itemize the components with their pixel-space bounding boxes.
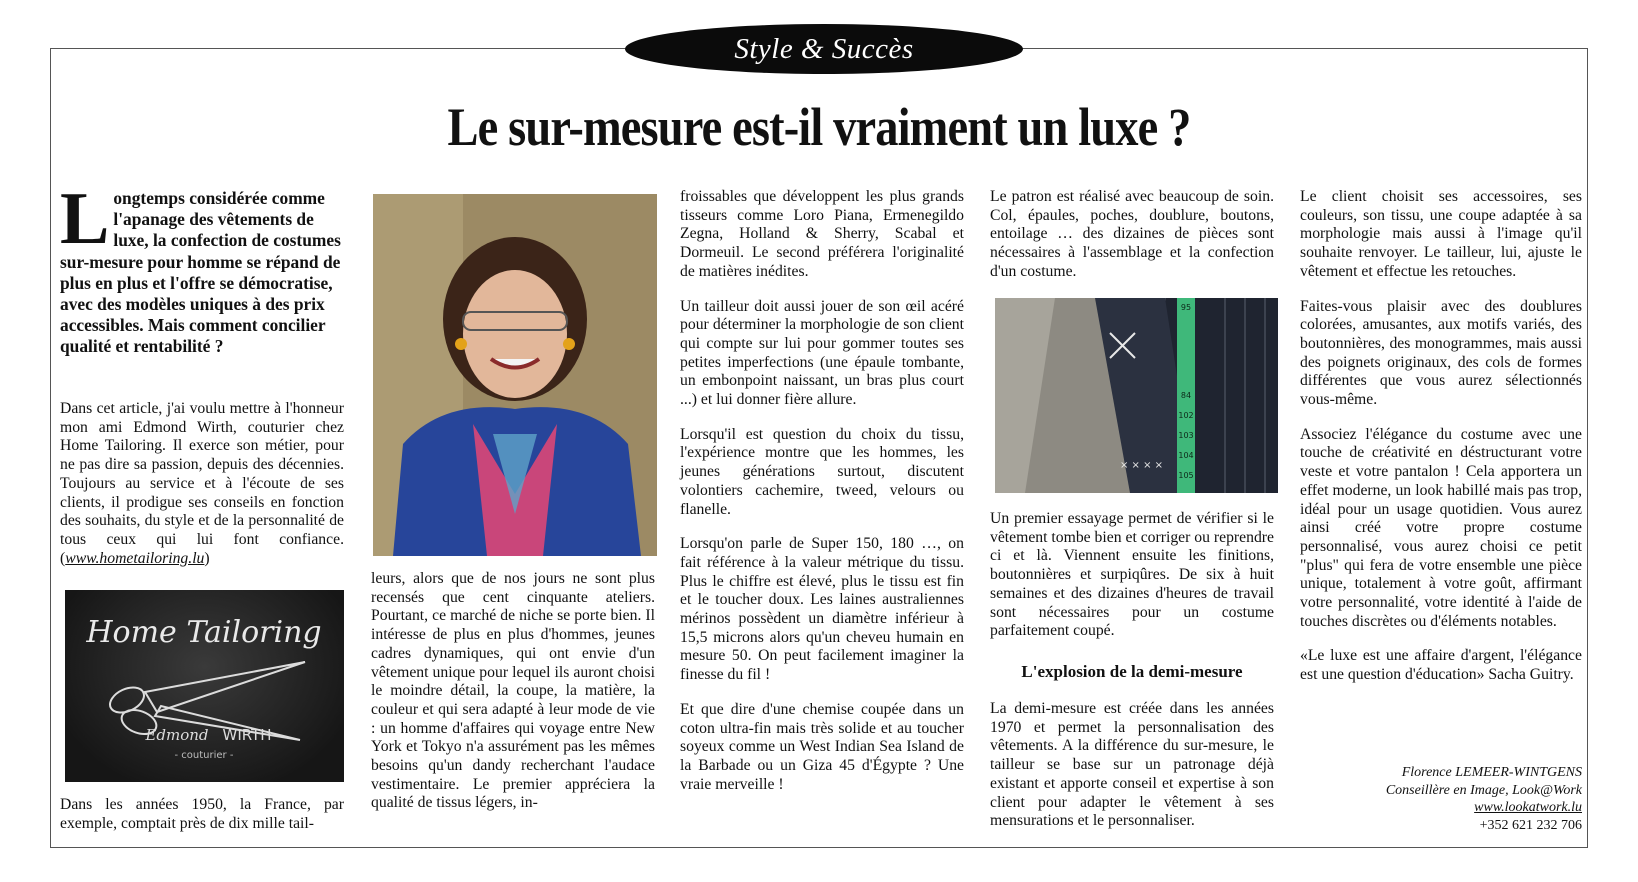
logo-brand-text: Home Tailoring <box>86 615 322 650</box>
paragraph: La demi-mesure est créée dans les années 1970 et permet la personnalisation des vêtements. A la différence du sur-mesure, le tailleur se base sur un patronage déjà existant et apporte conseil et expertise à son client pour adapter le vêtement à ses mensurations et le personnaliser. <box>990 700 1274 830</box>
rubric-label: Style & Succès <box>734 32 914 65</box>
section-subheading: L'explosion de la demi-mesure <box>1021 662 1243 681</box>
tape-label: 103 <box>1178 431 1194 440</box>
column-2 <box>371 570 655 829</box>
svg-text:× × × ×: × × × × <box>1120 460 1164 471</box>
portrait-photo <box>373 194 657 556</box>
paragraph: Lorsqu'on parle de Super 150, 180 …, on fait référence à la valeur métrique du tissu. Plus le chiffre est élevé, plus le tissu est fin et le toucher doux. Les laines australiennes mérinos possèdent un diamètre inférieur à 15,5 microns alors qu'un cheveu humain en mesure 50. On peut facilement imaginer la finesse du fil ! <box>680 535 964 684</box>
home-tailoring-logo <box>65 590 344 782</box>
paragraph: Un tailleur doit aussi jouer de son œil acéré pour déterminer la morphologie de son client qui compte sur lui pour gommer toutes ses petites imperfections (une épaule tombante, un embonpoint naissant, un bras plus court ...) et lui donner fière allure. <box>680 297 964 409</box>
author-website-link[interactable]: www.lookatwork.lu <box>1474 800 1582 815</box>
logo-role: - couturier - <box>174 750 234 761</box>
author-signature <box>1300 764 1582 834</box>
logo-owner-last: WIRTH <box>222 726 272 744</box>
paragraph: Le patron est réalisé avec beaucoup de soin. Col, épaules, poches, doublure, boutons, entoilage … des dizaines de pièces sont nécessaires à l'assemblage et la confection d'un costume. <box>990 188 1274 280</box>
drop-cap: L <box>60 178 110 260</box>
paragraph: Associez l'élégance du costume avec une touche de créativité en déstructurant votre veste et votre pantalon ! Cela apportera un effet moderne, un look habillé mais pas trop, idéal pour un usage quotidien. Vous aurez ainsi créé votre propre costume personnalisé, vous aurez choisi ce petit "plus" qui fera de votre ensemble une pièce unique, totalement à votre goût, affirmant votre personnalité, votre identité à l'aide de touches discrètes ou d'éléments notables. <box>1300 425 1582 630</box>
column-4-middle <box>990 510 1274 657</box>
lead-paragraph <box>60 178 344 358</box>
column-1-bottom <box>60 796 344 849</box>
paragraph <box>60 400 344 568</box>
author-phone: +352 621 232 706 <box>1479 817 1582 833</box>
fabric-illustration <box>995 298 1278 493</box>
fabric-photo <box>995 298 1278 493</box>
column-4 <box>990 188 1274 298</box>
tape-label: 102 <box>1178 411 1194 420</box>
tape-label: 105 <box>1178 471 1194 480</box>
logo-owner-first: Edmond <box>145 726 209 744</box>
paragraph: Lorsqu'il est question du choix du tissu, l'expérience montre que les hommes, les jeunes générations surtout, discutent volontiers cachemire, tweed, velours ou flanelle. <box>680 425 964 518</box>
paragraph-text: Dans cet article, j'ai voulu mettre à l'honneur mon ami Edmond Wirth, couturier chez Home Tailoring. Il exerce son métier, pour ne pas dire sa passion, depuis des décennies. Toujours au service et à l'écoute de ses clients, il prodigue ses conseils en fonction des souhaits, du style et de la personnalité de tous ceux qui lui font confiance. ( <box>60 400 344 567</box>
article-headline: Le sur-mesure est-il vraiment un luxe ? <box>447 97 1191 157</box>
paragraph: Dans les années 1950, la France, par exemple, comptait près de dix mille tail- <box>60 796 344 832</box>
lead-text: ongtemps considérée comme l'apanage des vêtements de luxe, la confection de costumes sur-mesure pour homme se répand de plus en plus et l'offre se démocratise, avec des modèles uniques à des prix accessibles. Mais comment concilier qualité et rentabilité ? <box>60 188 341 357</box>
rubric-banner <box>625 24 1023 74</box>
column-5 <box>1300 188 1582 701</box>
paragraph: froissables que développent les plus grands tisseurs comme Loro Piana, Ermenegildo Zegna, Holland & Sherry, Scabal et Dormeuil. Le second préférera l'originalité de matières inédites. <box>680 188 964 280</box>
column-4-bottom <box>990 700 1274 847</box>
author-name: Florence LEMEER-WINTGENS <box>1401 765 1582 780</box>
paragraph: Faites-vous plaisir avec des doublures colorées, amusantes, aux motifs variés, des boutonnières, des monogrammes, mais aussi des poignets originaux, des cols de formes différentes que vous aurez sélectionnés vous-même. <box>1300 297 1582 409</box>
paragraph: Un premier essayage permet de vérifier si le vêtement tombe bien et corriger ou reprendre ci et là. Viennent ensuite les finitions, boutonnières et surpiqûres. De six à huit semaines et des dizaines d'heures de travail sont nécessaires pour un costume parfaitement coupé. <box>990 510 1274 640</box>
hometailoring-link[interactable]: www.hometailoring.lu <box>65 549 205 567</box>
paragraph: Et que dire d'une chemise coupée dans un coton ultra-fin mais très solide et au toucher soyeux comme un West Indian Sea Island de la Barbade ou un Giza 45 d'Égypte ? Une vraie merveille ! <box>680 700 964 793</box>
portrait-illustration <box>373 194 657 556</box>
author-title: Conseillère en Image, Look@Work <box>1385 782 1582 798</box>
paragraph: leurs, alors que de nos jours ne sont plus recensés que cent cinquante ateliers. Pourtant, ce marché de niche se porte bien. Il intéresse de plus en plus d'hommes, jeunes cadres dynamiques, qui ont envie d'un vêtement unique pour lequel ils auront choisi le moindre détail, la coupe, la matière, la couleur et qui sera adapté à leur mode de vie : un homme d'affaires qui voyage entre New York et Tokyo n'a assurément pas les mêmes besoins qu'un dandy recherchant l'audace vestimentaire. Le premier appréciera la qualité de tissus légers, in- <box>371 570 655 812</box>
column-1 <box>60 400 344 584</box>
tape-label: 84 <box>1180 391 1192 400</box>
logo-graphic <box>65 590 344 782</box>
quote: «Le luxe est une affaire d'argent, l'élégance est une question d'éducation» Sacha Guitry. <box>1300 647 1582 684</box>
tape-label: 104 <box>1178 451 1194 460</box>
tape-label: 95 <box>1180 303 1192 312</box>
paragraph: Le client choisit ses accessoires, ses couleurs, son tissu, une coupe adaptée à sa morphologie mais aussi à l'image qu'il souhaite renvoyer. Le tailleur, lui, ajuste le vêtement et effectue les retouches. <box>1300 188 1582 280</box>
column-3 <box>680 188 964 810</box>
paragraph-text: ) <box>204 549 210 567</box>
